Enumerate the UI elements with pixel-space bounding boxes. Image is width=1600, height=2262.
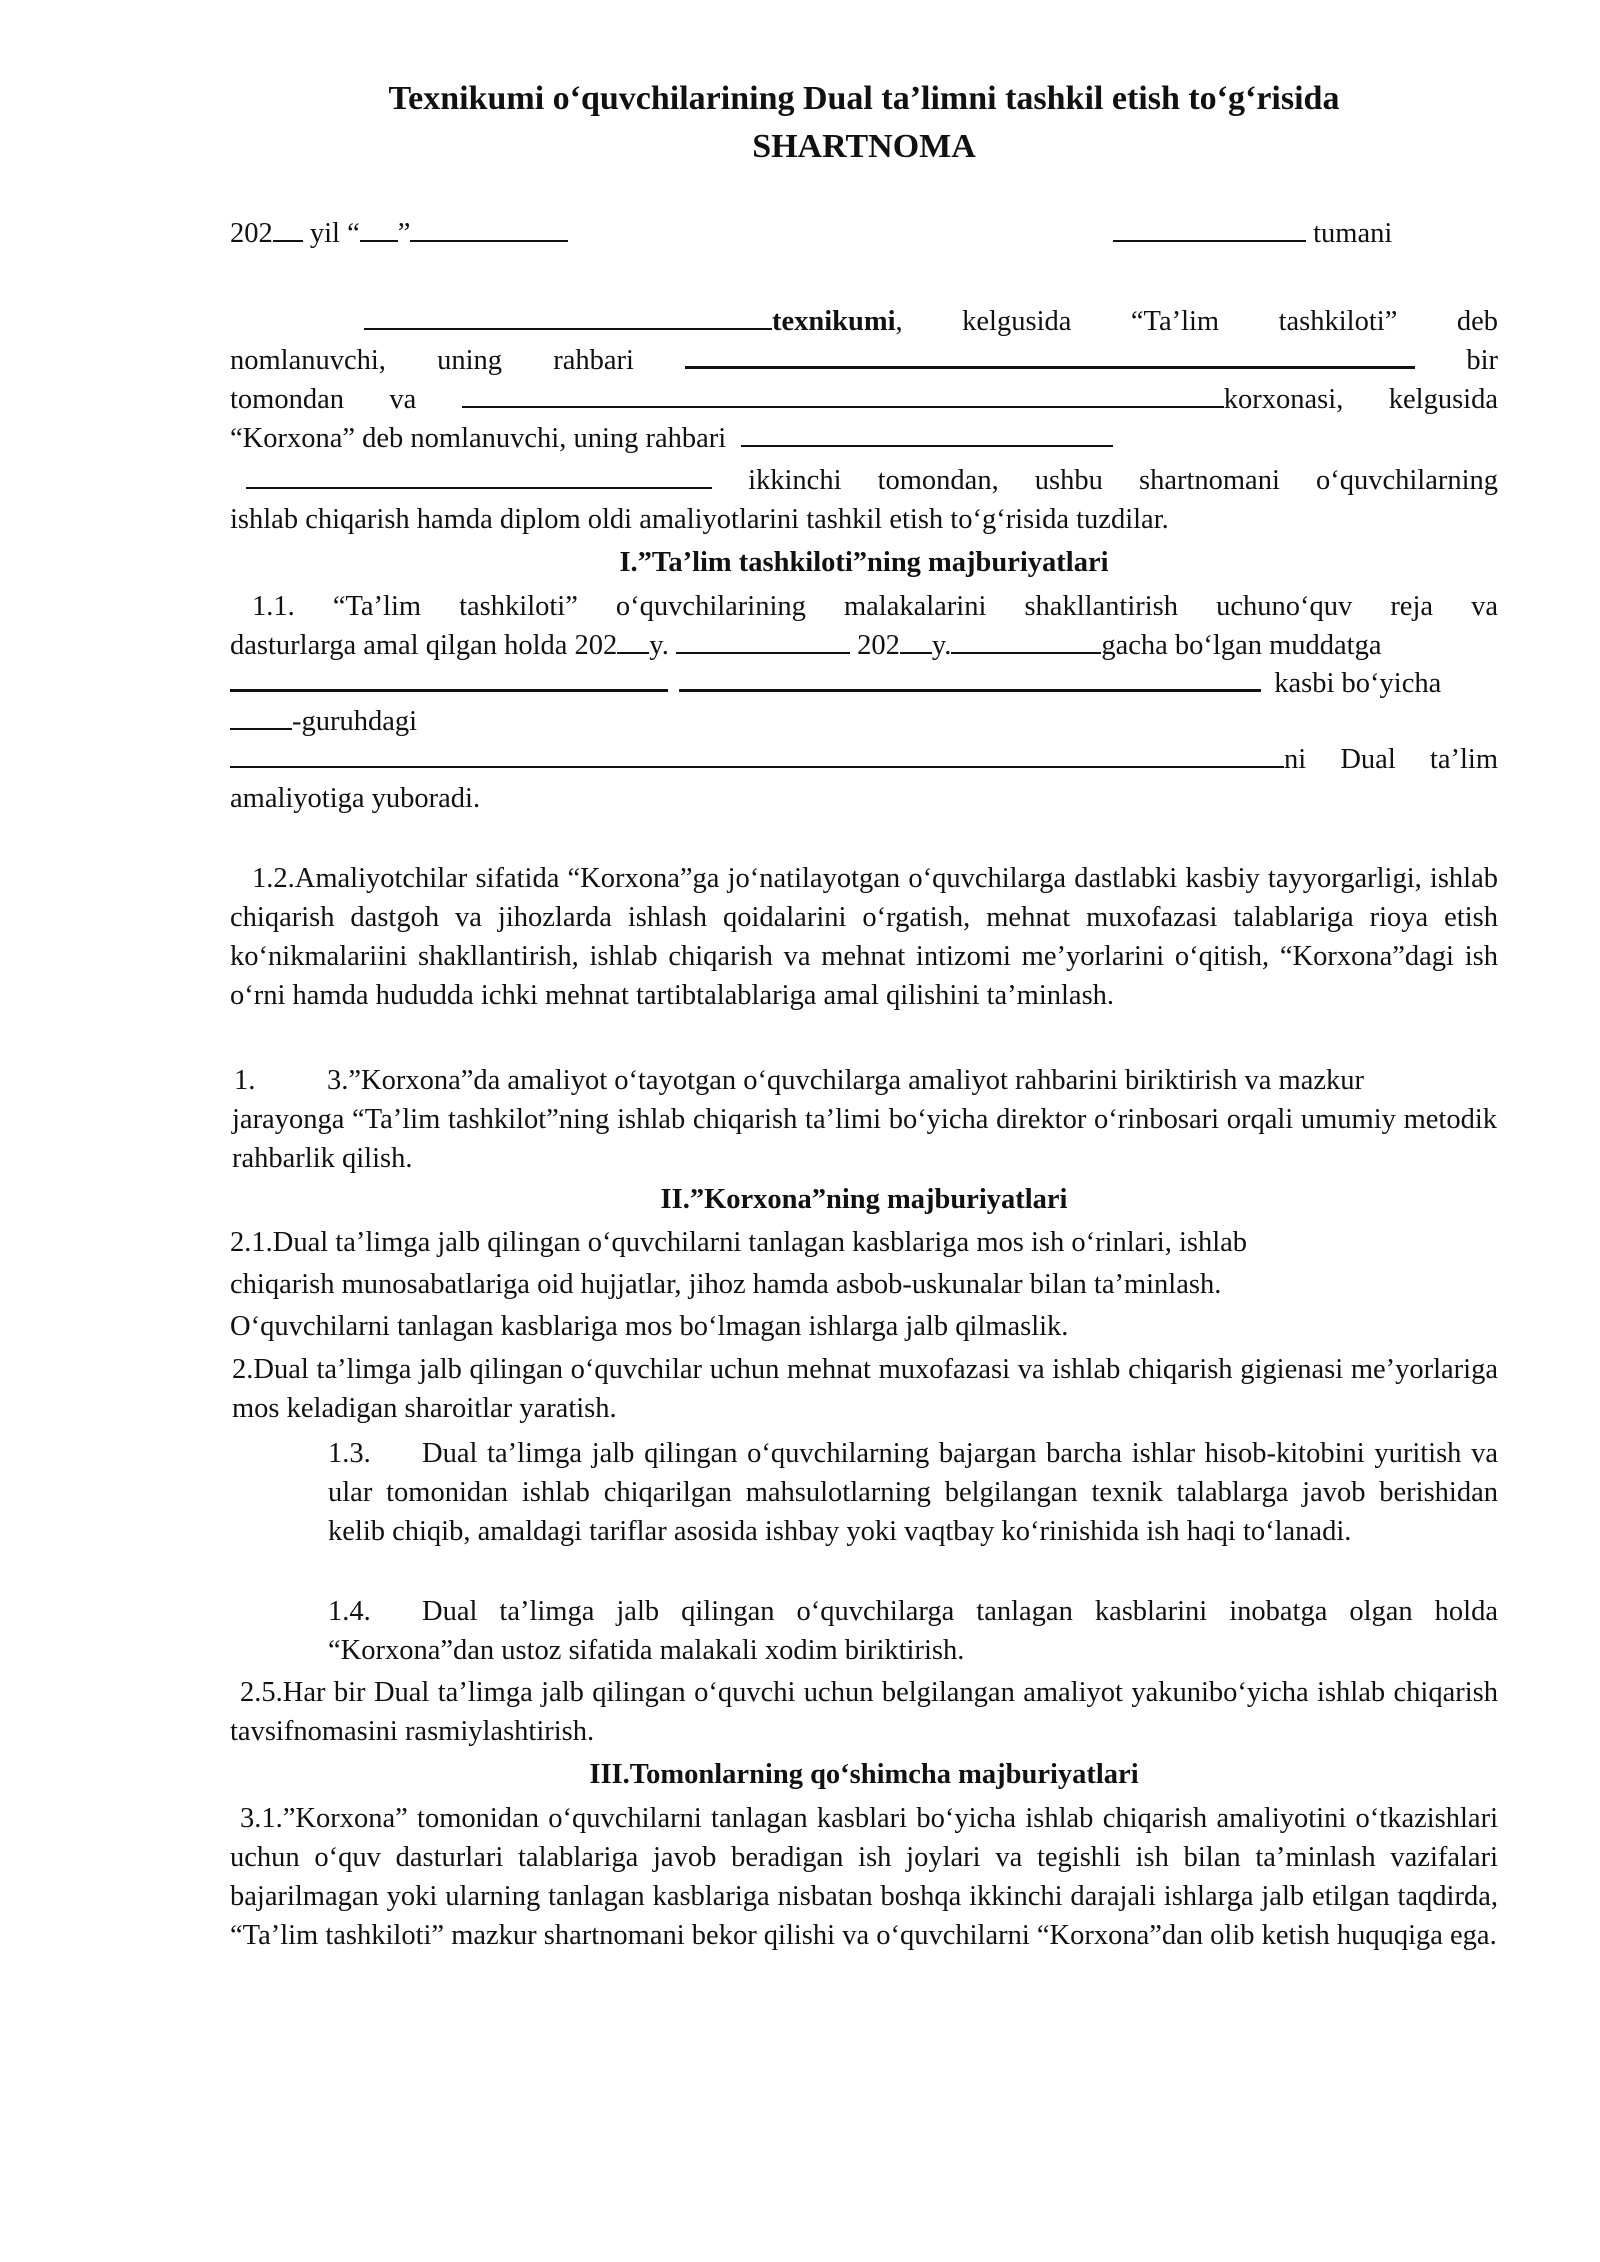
document-title: Texnikumi o‘quvchilarining Dual ta’limni tashkil etish to‘g‘risida	[388, 80, 1340, 117]
p11-line-2	[230, 626, 1498, 665]
company-name-blank	[462, 382, 1224, 408]
paragraph-3-1: 3.1.”Korxona” tomonidan o‘quvchilarni tanlagan kasblari bo‘yicha ishlab chiqarish amaliyotini o‘tkazishlari uchun o‘quv dasturlari talablariga javob beradigan ish joylari va tegishli ish bilan ta’minlash vazifalari bajarilmagan yoki ularning tanlagan kasblariga nisbatan boshqa ikkinchi darajali ishlarga jalb etilgan taqdirda, “Ta’lim tashkiloti” mazkur shartnomani bekor qilishi va o‘quvchilarni “Korxona”dan olib ketish huquqiga ega.	[230, 1803, 1498, 1951]
intro-line-3	[230, 380, 1498, 419]
paragraph-2-5: 2.5.Har bir Dual ta’limga jalb qilingan o‘quvchi uchun belgilangan amaliyot yakunibo‘yicha ishlab chiqarish tavsifnomasini rasmiylashtirish.	[230, 1677, 1498, 1747]
intro-line-5-text: ikkinchi tomondan, ushbu shartnomani o‘quvchilarning	[748, 465, 1498, 496]
start-year-blank	[617, 628, 649, 654]
p11-l2-e: gacha bo‘lgan muddatga	[1101, 630, 1382, 661]
month-blank	[410, 216, 568, 242]
intro-line-1-text: , kelgusida “Ta’lim tashkiloti” deb	[895, 306, 1498, 337]
p11-line-4	[230, 702, 1498, 741]
intro-line-2-end: bir	[1466, 345, 1499, 376]
p11-line-5-text: ni Dual ta’lim	[1284, 744, 1498, 775]
p13b-list-number: 1.3.	[328, 1438, 371, 1469]
p21-line-3: O‘quvchilarni tanlagan kasblariga mos bo‘lmagan ishlarga jalb qilmaslik.	[230, 1311, 1069, 1342]
paragraph-1-4: Dual ta’limga jalb qilingan o‘quvchilarga tanlagan kasblarini inobatga olgan holda “Korxona”dan ustoz sifatida malakali xodim biriktirish.	[328, 1596, 1498, 1666]
texnikumi-label: texnikumi	[772, 306, 896, 337]
district-blank	[1113, 216, 1306, 242]
intro-line-4	[230, 419, 1498, 458]
intro-line-2-text: nomlanuvchi, uning rahbari	[230, 345, 634, 376]
profession-code-blank	[230, 665, 668, 692]
profession-name-blank	[679, 665, 1261, 692]
paragraph-1-3: Dual ta’limga jalb qilingan o‘quvchilarning bajargan barcha ishlar hisob-kitobini yuritish va ular tomonidan ishlab chiqarilgan mahsulotlarning belgilangan texnik talablarga javob berishidan kelib chiqib, amaldagi tariflar asosida ishbay yoki vaqtbay ko‘rinishida ish haqi to‘lanadi.	[328, 1438, 1498, 1547]
p11-line-6: amaliyotiga yuboradi.	[230, 783, 481, 814]
p11-line-4-text: -guruhdagi	[292, 706, 418, 737]
intro-line-3-end: korxonasi, kelgusida	[1223, 384, 1498, 415]
group-number-blank	[230, 704, 292, 730]
p11-l2-b: y.	[649, 630, 669, 661]
document-title-shartnoma: SHARTNOMA	[752, 128, 976, 165]
p13-list-number: 1.	[234, 1065, 256, 1096]
p11-line-1	[230, 587, 1498, 626]
date-yil-label: yil “	[309, 218, 360, 249]
p14-list-number: 1.4.	[328, 1596, 371, 1627]
p11-l2-d: y.	[931, 630, 952, 661]
paragraph-2-2: 2.Dual ta’limga jalb qilingan o‘quvchilar uchun mehnat muxofazasi va ishlab chiqarish gigienasi me’yorlariga mos keladigan sharoitlar yaratish.	[232, 1354, 1498, 1424]
date-line	[230, 214, 568, 253]
start-date-blank	[676, 628, 850, 654]
p21-line-1: 2.1.Dual ta’limga jalb qilingan o‘quvchilarni tanlagan kasblariga mos ish o‘rinlari, ishlab	[230, 1227, 1248, 1258]
section-2-heading: II.”Korxona”ning majburiyatlari	[660, 1184, 1068, 1215]
date-year-prefix: 202	[230, 218, 273, 249]
p11-line-3	[230, 664, 1498, 703]
p11-l2-c: 202	[857, 630, 900, 661]
intro-line-1	[230, 302, 1498, 341]
p11-line-3-text: kasbi bo‘yicha	[1274, 668, 1442, 699]
intro-line-4-text: “Korxona” deb nomlanuvchi, uning rahbari	[230, 423, 727, 454]
p11-line-5	[230, 740, 1498, 779]
section-3-heading: III.Tomonlarning qo‘shimcha majburiyatlari	[589, 1759, 1139, 1790]
intro-line-6: ishlab chiqarish hamda diplom oldi amaliyotlarini tashkil etish to‘g‘risida tuzdilar.	[230, 504, 1169, 535]
p13-line-1: 3.”Korxona”da amaliyot o‘tayotgan o‘quvchilarga amaliyot rahbarini biriktirish va mazkur	[327, 1065, 1365, 1096]
district-label: tumani	[1313, 218, 1393, 249]
paragraph-1-2: 1.2.Amaliyotchilar sifatida “Korxona”ga jo‘natilayotgan o‘quvchilarga dastlabki kasbiy tayyorgarligi, ishlab chiqarish dastgoh va jihozlarda ishlash qoidalarini o‘rgatish, mehnat muxofazasi talablariga rioya etish ko‘nikmalariini shakllantirish, ishlab chiqarish va mehnat intizomi me’yorlarini o‘qitish, “Korxona”dagi ish o‘rni hamda hududda ichki mehnat tartibtalablariga amal qilishini ta’minlash.	[230, 863, 1498, 1011]
technikum-name-blank	[364, 304, 772, 330]
day-blank	[360, 216, 398, 242]
intro-line-5	[230, 461, 1498, 500]
p21-line-2: chiqarish munosabatlariga oid hujjatlar, jihoz hamda asbob-uskunalar bilan ta’minlash.	[230, 1269, 1222, 1300]
p13-rest: jarayonga “Ta’lim tashkilot”ning ishlab chiqarish ta’limi bo‘yicha direktor o‘rinbosari orqali umumiy metodik rahbarlik qilish.	[232, 1104, 1497, 1174]
year-blank	[273, 216, 303, 242]
end-year-blank	[900, 628, 932, 654]
p11-line-1-text: 1.1. “Ta’lim tashkiloti” o‘quvchilarining malakalarini shakllantirish uchuno‘quv reja va	[252, 591, 1498, 622]
district-line	[1113, 214, 1392, 253]
end-date-blank	[951, 628, 1101, 654]
date-quote-close: ”	[397, 218, 411, 249]
company-leader-blank	[741, 421, 1113, 447]
company-leader-name-blank	[246, 463, 712, 489]
intro-line-2	[230, 341, 1498, 380]
section-1-heading: I.”Ta’lim tashkiloti”ning majburiyatlari	[619, 547, 1109, 578]
students-list-blank	[230, 742, 1284, 768]
leader-name-blank	[685, 342, 1415, 369]
p11-l2-a: dasturlarga amal qilgan holda 202	[230, 630, 618, 661]
intro-line-3-text: tomondan va	[230, 384, 417, 415]
